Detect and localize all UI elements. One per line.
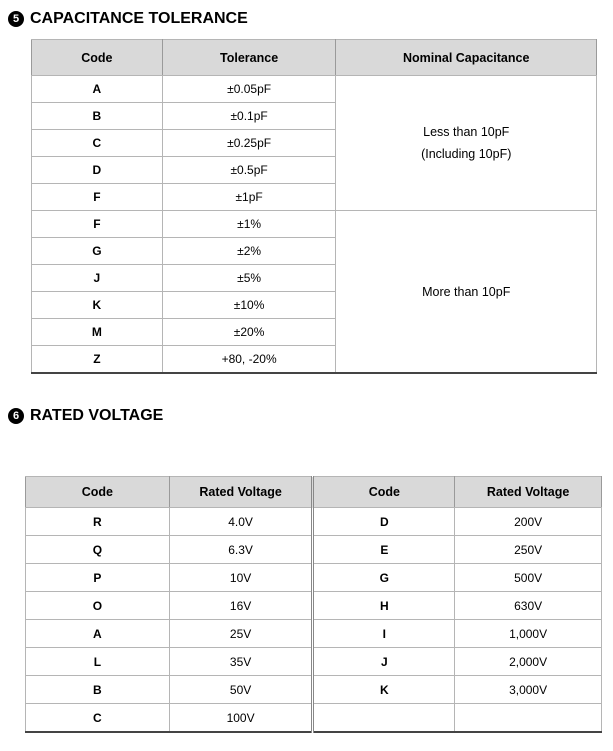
header-tolerance: Tolerance <box>162 40 336 76</box>
voltage-cell: 50V <box>169 676 313 704</box>
number-5-icon: 5 <box>8 11 24 27</box>
code-cell: K <box>32 292 163 319</box>
section-title-tolerance <box>8 10 248 28</box>
tolerance-cell: +80, -20% <box>162 346 336 374</box>
code-cell: J <box>313 648 455 676</box>
section-title-voltage <box>8 407 163 425</box>
code-cell: M <box>32 319 163 346</box>
voltage-cell: 100V <box>169 704 313 733</box>
header-code: Code <box>32 40 163 76</box>
code-cell: J <box>32 265 163 292</box>
voltage-cell: 25V <box>169 620 313 648</box>
code-cell: K <box>313 676 455 704</box>
code-cell: H <box>313 592 455 620</box>
code-cell: A <box>26 620 170 648</box>
code-cell: G <box>313 564 455 592</box>
voltage-cell: 500V <box>455 564 602 592</box>
table-row <box>32 211 597 238</box>
code-cell: L <box>26 648 170 676</box>
header-code-left: Code <box>26 477 170 508</box>
code-cell: R <box>26 508 170 536</box>
capacitance-tolerance-table <box>31 39 597 374</box>
voltage-cell: 3,000V <box>455 676 602 704</box>
header-voltage-right: Rated Voltage <box>455 477 602 508</box>
tolerance-cell: ±0.25pF <box>162 130 336 157</box>
tolerance-cell: ±0.5pF <box>162 157 336 184</box>
nominal-low-line2: (Including 10pF) <box>421 147 512 161</box>
tolerance-cell: ±1pF <box>162 184 336 211</box>
code-cell: Q <box>26 536 170 564</box>
voltage-cell: 2,000V <box>455 648 602 676</box>
code-cell: A <box>32 76 163 103</box>
tolerance-cell: ±0.05pF <box>162 76 336 103</box>
code-cell: O <box>26 592 170 620</box>
code-cell: D <box>313 508 455 536</box>
header-voltage-left: Rated Voltage <box>169 477 313 508</box>
code-cell: Z <box>32 346 163 374</box>
table-row <box>26 620 602 648</box>
code-cell: B <box>26 676 170 704</box>
code-cell: I <box>313 620 455 648</box>
table-row <box>26 676 602 704</box>
table-row <box>32 76 597 103</box>
tolerance-cell: ±5% <box>162 265 336 292</box>
voltage-title: RATED VOLTAGE <box>30 407 164 424</box>
tolerance-cell: ±10% <box>162 292 336 319</box>
code-cell: C <box>32 130 163 157</box>
voltage-cell: 10V <box>169 564 313 592</box>
code-cell: F <box>32 184 163 211</box>
code-cell: C <box>26 704 170 733</box>
code-cell: B <box>32 103 163 130</box>
rated-voltage-table <box>25 476 602 733</box>
header-nominal-capacitance: Nominal Capacitance <box>336 40 597 76</box>
voltage-cell <box>455 704 602 733</box>
nominal-high-cell: More than 10pF <box>336 211 597 374</box>
code-cell: E <box>313 536 455 564</box>
voltage-cell: 200V <box>455 508 602 536</box>
voltage-cell: 630V <box>455 592 602 620</box>
code-cell: D <box>32 157 163 184</box>
voltage-cell: 16V <box>169 592 313 620</box>
voltage-cell: 250V <box>455 536 602 564</box>
table-row <box>26 536 602 564</box>
table-row <box>26 592 602 620</box>
table-row <box>26 648 602 676</box>
nominal-low-line1: Less than 10pF <box>423 125 510 139</box>
voltage-cell: 6.3V <box>169 536 313 564</box>
code-cell: F <box>32 211 163 238</box>
tolerance-cell: ±1% <box>162 211 336 238</box>
code-cell: G <box>32 238 163 265</box>
table-row <box>26 704 602 733</box>
tolerance-cell: ±20% <box>162 319 336 346</box>
tolerance-title: CAPACITANCE TOLERANCE <box>30 10 248 27</box>
table-header-row <box>32 40 597 76</box>
code-cell: P <box>26 564 170 592</box>
voltage-cell: 1,000V <box>455 620 602 648</box>
table-row <box>26 564 602 592</box>
number-6-icon: 6 <box>8 408 24 424</box>
tolerance-cell: ±0.1pF <box>162 103 336 130</box>
code-cell <box>313 704 455 733</box>
header-code-right: Code <box>313 477 455 508</box>
table-row <box>26 508 602 536</box>
nominal-low-cell <box>336 76 597 211</box>
voltage-cell: 4.0V <box>169 508 313 536</box>
table-header-row <box>26 477 602 508</box>
tolerance-cell: ±2% <box>162 238 336 265</box>
voltage-cell: 35V <box>169 648 313 676</box>
